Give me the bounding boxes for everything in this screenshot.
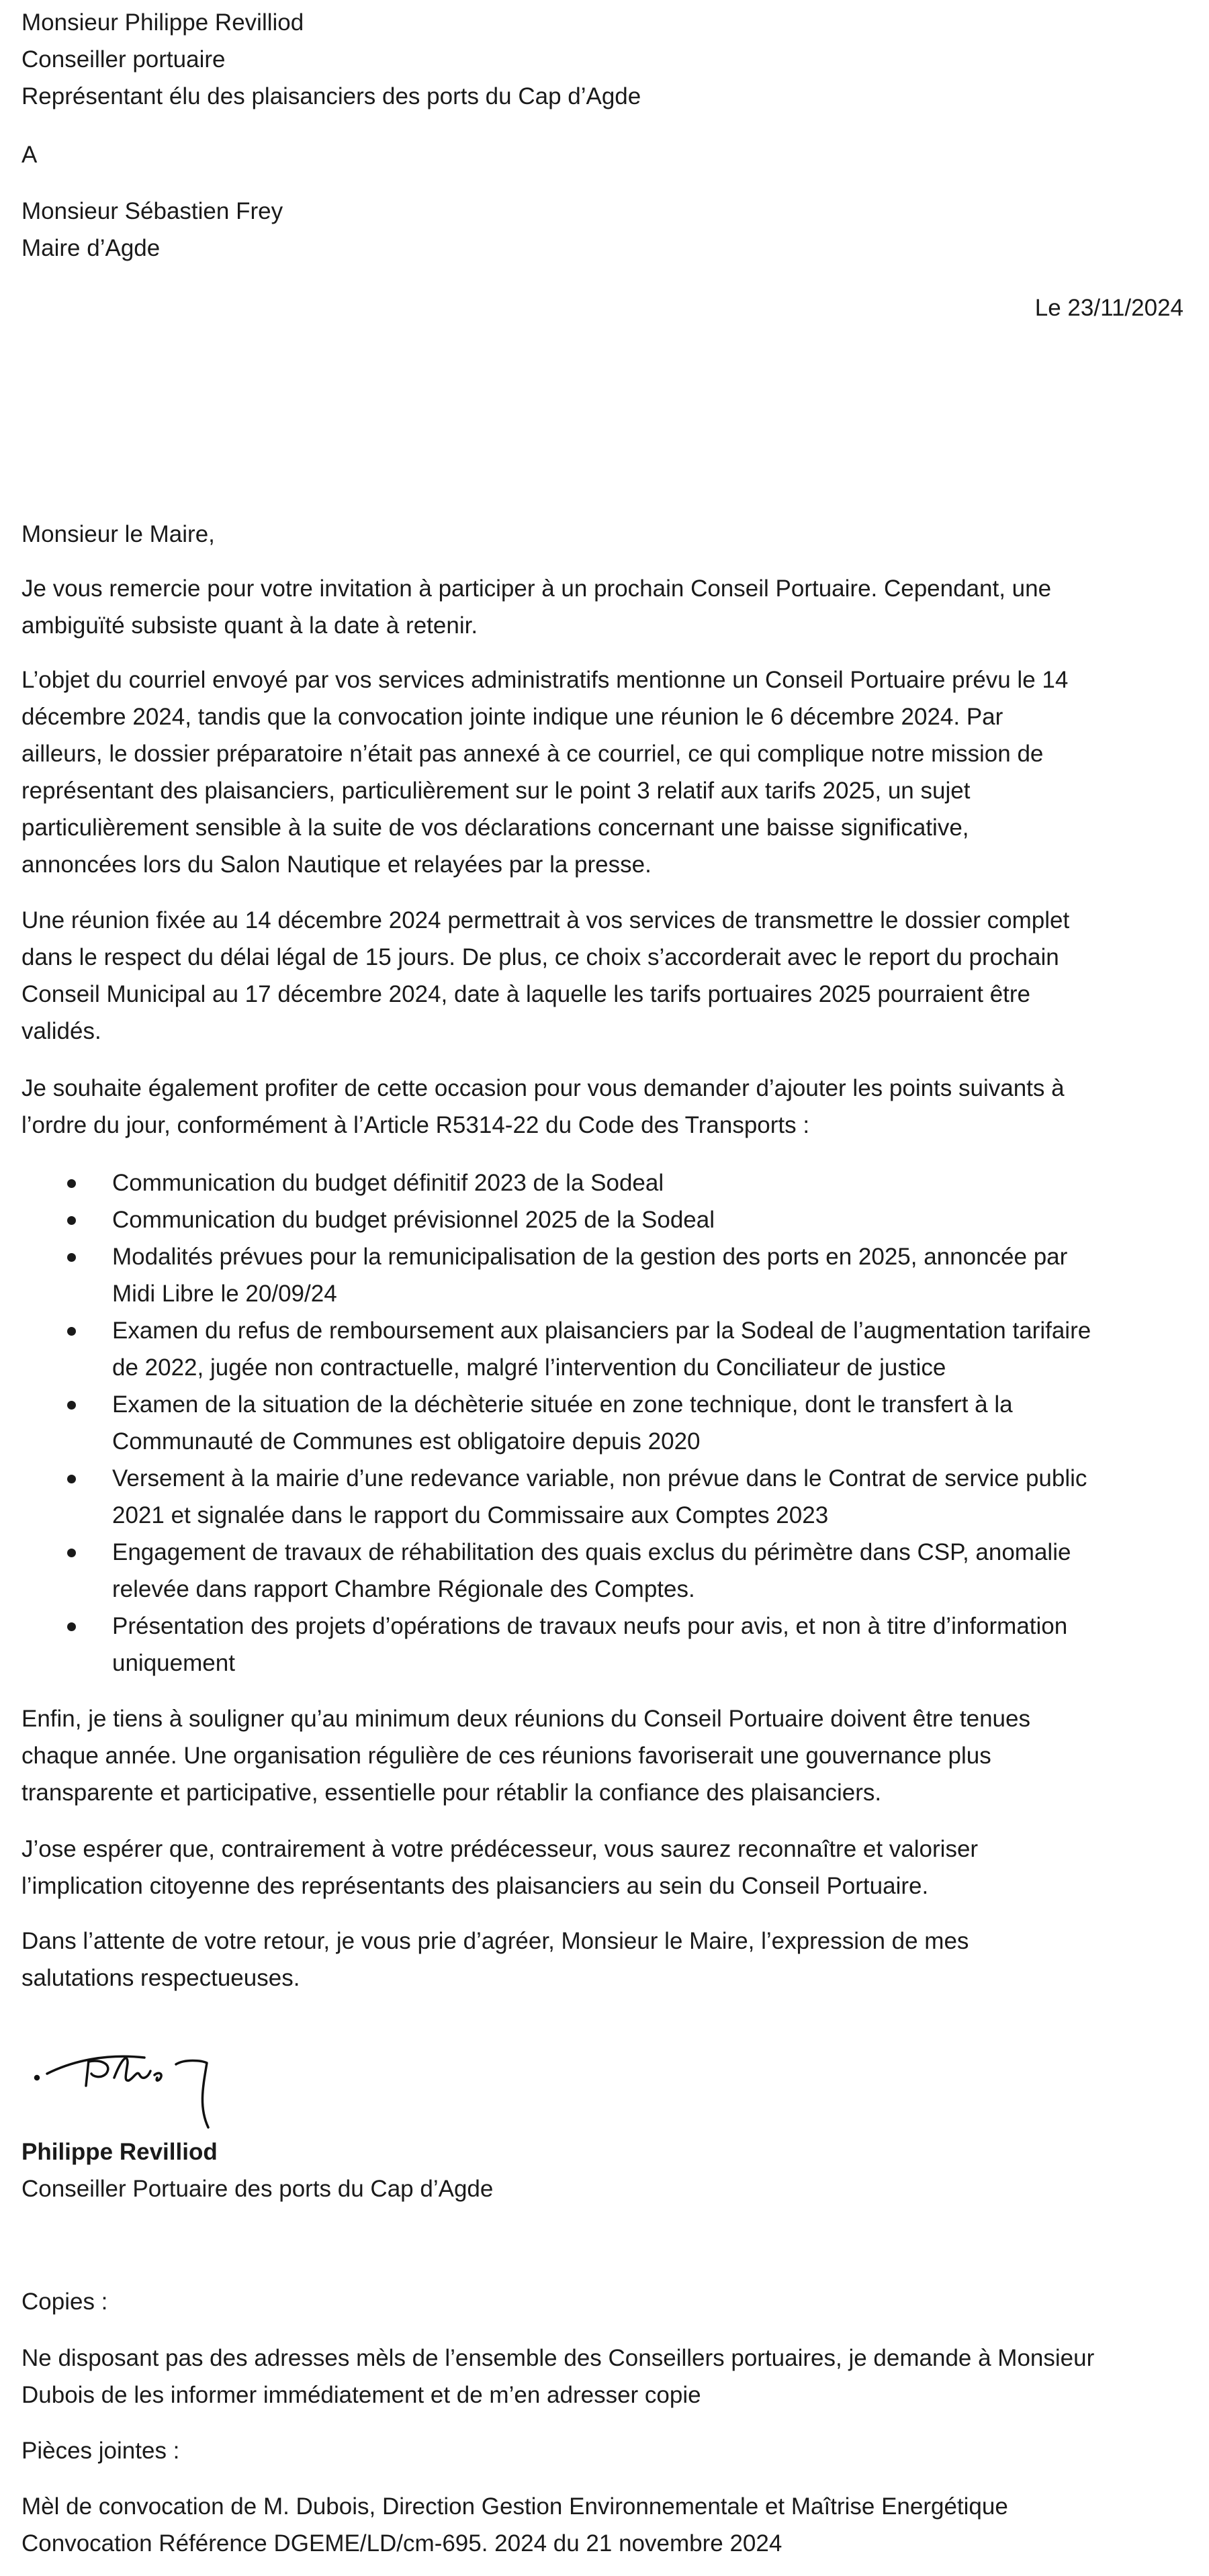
attachment-item: Mèl de convocation de M. Dubois, Direction Gestion Environnementale et Maîtrise Energétique — [21, 2493, 1008, 2520]
sender-block — [21, 4, 1183, 115]
paragraph-1: Je vous remercie pour votre invitation à participer à un prochain Conseil Portuaire. Cependant, une ambiguïté subsiste quant à la date à retenir. — [21, 576, 1052, 639]
bullet-icon — [67, 1549, 76, 1557]
list-item: Communication du budget définitif 2023 de la Sodeal — [21, 1164, 1183, 1201]
attachments-heading: Pièces jointes : — [21, 2438, 180, 2464]
bullet-icon — [67, 1179, 76, 1188]
list-item: Engagement de travaux de réhabilitation des quais exclus du périmètre dans CSP, anomalie relevée dans rapport Chambre Régionale des Comptes. — [21, 1534, 1183, 1608]
paragraph-6: J’ose espérer que, contrairement à votre prédécesseur, vous saurez reconnaître et valoriser l’implication citoyenne des représentants des plaisanciers au sein du Conseil Portuaire. — [21, 1836, 979, 1899]
to-marker: A — [21, 142, 38, 168]
paragraph-2: L’objet du courriel envoyé par vos services administratifs mentionne un Conseil Portuaire prévu le 14 décembre 2024, tandis que la convocation jointe indique une réunion le 6 décembre 2024. Par ailleurs, le dossier préparatoire n’était pas annexé à ce courriel, ce qui complique notre mission de représentant des plaisanciers, particulièrement sur le point 3 relatif aux tarifs 2025, un sujet particulièrement sensible à la suite de vos déclarations concernant une baisse significative, annoncées lors du Salon Nautique et relayées par la presse. — [21, 667, 1069, 878]
bullet-icon — [67, 1401, 76, 1410]
list-item: Modalités prévues pour la remunicipalisation de la gestion des ports en 2025, annoncée par Midi Libre le 20/09/24 — [21, 1238, 1183, 1312]
letter-date: Le 23/11/2024 — [1034, 295, 1183, 321]
list-item: Présentation des projets d’opérations de travaux neufs pour avis, et non à titre d’information uniquement — [21, 1608, 1183, 1682]
recipient-title: Maire d’Agde — [21, 235, 161, 261]
signer-title: Conseiller Portuaire des ports du Cap d’Agde — [21, 2176, 494, 2202]
paragraph-5: Enfin, je tiens à souligner qu’au minimum deux réunions du Conseil Portuaire doivent être tenues chaque année. Une organisation régulière de ces réunions favoriserait une gouvernance plus transparente et participative, essentielle pour rétablir la confiance des plaisanciers. — [21, 1706, 1030, 1806]
recipient-block — [21, 193, 1183, 267]
bullet-icon — [67, 1327, 76, 1336]
paragraph-7: Dans l’attente de votre retour, je vous prie d’agréer, Monsieur le Maire, l’expression de mes salutations respectueuses. — [21, 1928, 969, 1991]
sender-role: Conseiller portuaire — [21, 46, 226, 73]
bullet-icon — [67, 1622, 76, 1631]
list-item: Versement à la mairie d’une redevance variable, non prévue dans le Contrat de service public 2021 et signalée dans le rapport du Commissaire aux Comptes 2023 — [21, 1460, 1183, 1534]
salutation: Monsieur le Maire, — [21, 521, 215, 547]
copies-text: Ne disposant pas des adresses mèls de l’ensemble des Conseillers portuaires, je demande à Monsieur Dubois de les informer immédiatement et de m’en adresser copie — [21, 2345, 1095, 2408]
list-item: Communication du budget prévisionnel 2025 de la Sodeal — [21, 1201, 1183, 1238]
list-item: Examen du refus de remboursement aux plaisanciers par la Sodeal de l’augmentation tarifaire de 2022, jugée non contractuelle, malgré l’intervention du Conciliateur de justice — [21, 1312, 1183, 1386]
bullet-icon — [67, 1253, 76, 1262]
bullet-icon — [67, 1216, 76, 1225]
recipient-name: Monsieur Sébastien Frey — [21, 198, 283, 224]
copies-heading: Copies : — [21, 2289, 108, 2315]
attachments-list — [21, 2488, 1183, 2562]
attachment-item: Convocation Référence DGEME/LD/cm-695. 2024 du 21 novembre 2024 — [21, 2530, 782, 2557]
signature-block — [21, 2133, 1183, 2207]
signer-name: Philippe Revilliod — [21, 2139, 218, 2165]
handwritten-signature — [27, 2033, 282, 2134]
sender-name: Monsieur Philippe Revilliod — [21, 9, 304, 36]
bullet-icon — [67, 1475, 76, 1483]
paragraph-3: Une réunion fixée au 14 décembre 2024 permettrait à vos services de transmettre le dossier complet dans le respect du délai légal de 15 jours. De plus, ce choix s’accorderait avec le report du prochain Conseil Municipal au 17 décembre 2024, date à laquelle les tarifs portuaires 2025 pourraient être validés. — [21, 907, 1070, 1044]
sender-mandate: Représentant élu des plaisanciers des ports du Cap d’Agde — [21, 83, 641, 109]
list-item: Examen de la situation de la déchèterie située en zone technique, dont le transfert à la Communauté de Communes est obligatoire depuis 2020 — [21, 1386, 1183, 1460]
paragraph-4: Je souhaite également profiter de cette occasion pour vous demander d’ajouter les points suivants à l’ordre du jour, conformément à l’Article R5314-22 du Code des Transports : — [21, 1075, 1065, 1138]
agenda-list — [21, 1164, 1183, 1682]
